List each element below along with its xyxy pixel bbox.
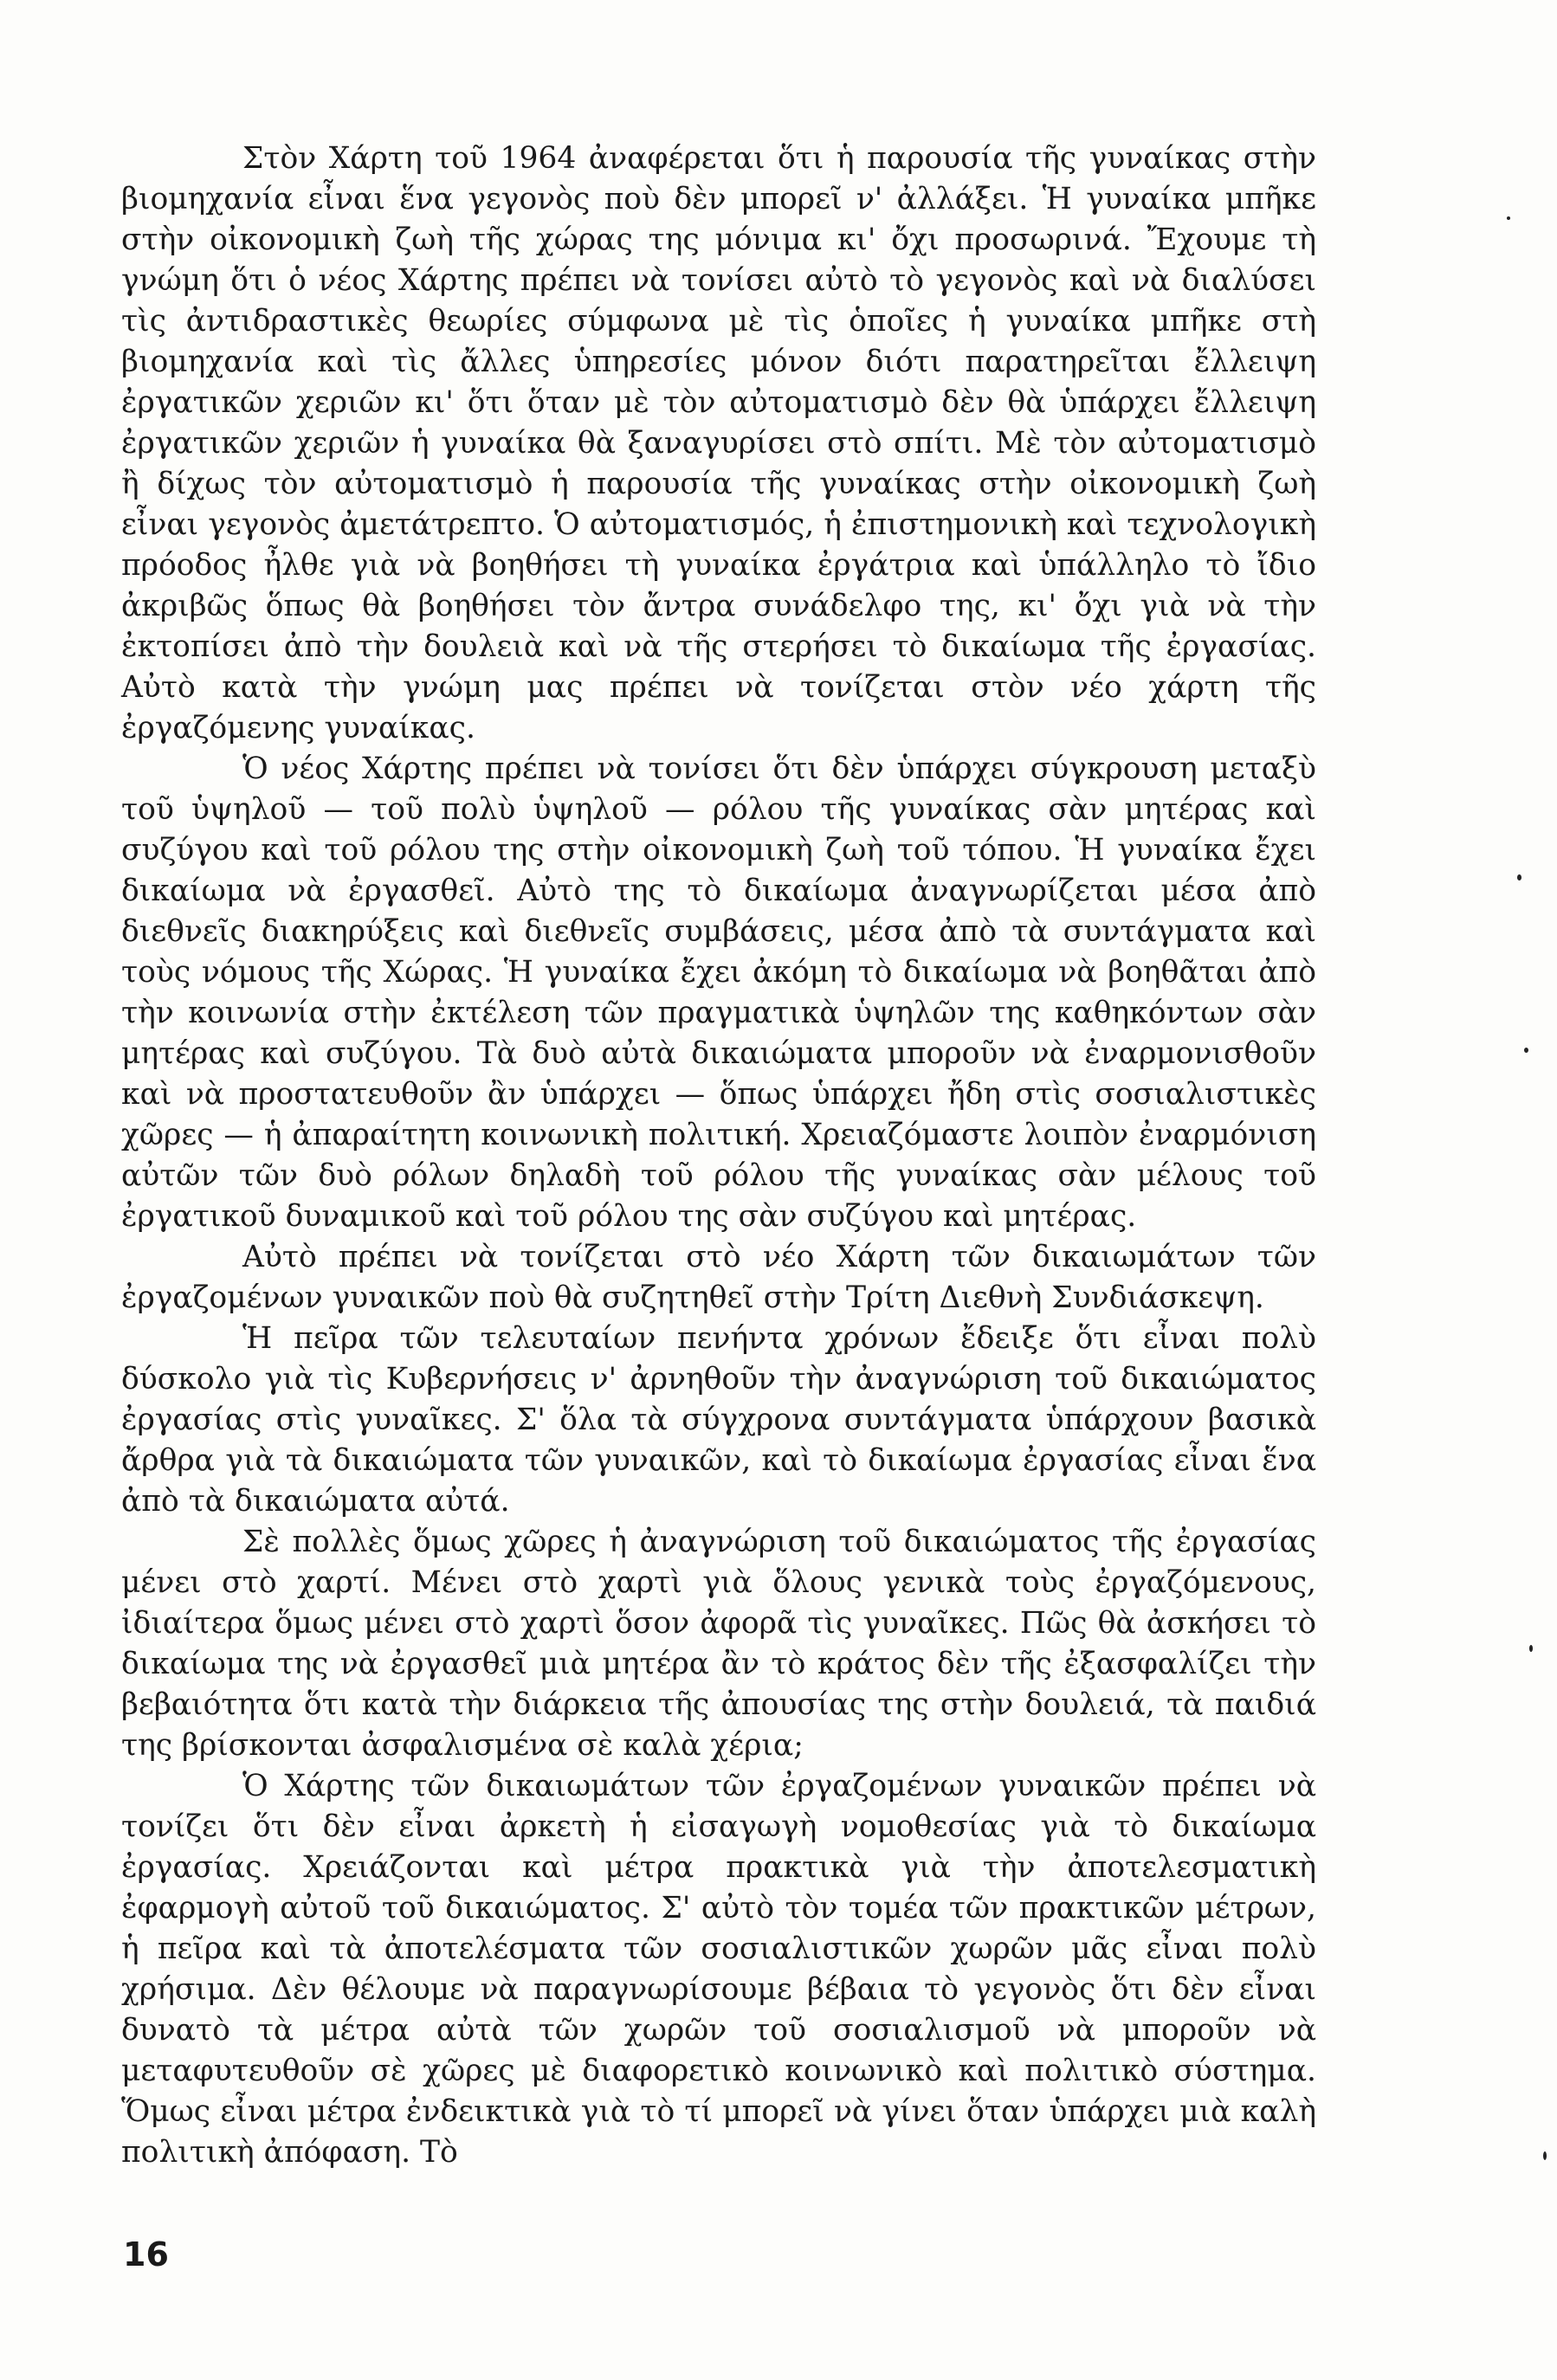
paragraph-3: Αὐτὸ πρέπει νὰ τονίζεται στὸ νέο Χάρτη τῶν δικαιωμάτων τῶν ἐργαζομένων γυναικῶν ποὺ θὰ συζητηθεῖ στὴν Τρίτη Διεθνὴ Συνδιάσκεψη.	[121, 1240, 1316, 1315]
scan-speck	[1524, 1048, 1528, 1053]
scan-speck	[1543, 2151, 1547, 2160]
paragraph-2: Ὁ νέος Χάρτης πρέπει νὰ τονίσει ὅτι δὲν ὑπάρχει σύγκρουση μεταξὺ τοῦ ὑψηλοῦ — τοῦ πολὺ ὑψηλοῦ — ρόλου τῆς γυναίκας σὰν μητέρας καὶ συζύγου καὶ τοῦ ρόλου της στὴν οἰκονομικὴ ζωὴ τοῦ τόπου. Ἡ γυναίκα ἔχει δικαίωμα νὰ ἐργασθεῖ. Αὐτὸ της τὸ δικαίωμα ἀναγνωρίζεται μέσα ἀπὸ διεθνεῖς διακηρύξεις καὶ διεθνεῖς συμβάσεις, μέσα ἀπὸ τὰ συντάγματα καὶ τοὺς νόμους τῆς Χώρας. Ἡ γυναίκα ἔχει ἀκόμη τὸ δικαίωμα νὰ βοηθᾶται ἀπὸ τὴν κοινωνία στὴν ἐκτέλεση τῶν πραγματικὰ ὑψηλῶν της καθηκόντων σὰν μητέρας καὶ συζύγου. Τὰ δυὸ αὐτὰ δικαιώματα μποροῦν νὰ ἐναρμονισθοῦν καὶ νὰ προστατευθοῦν ἂν ὑπάρχει — ὅπως ὑπάρχει ἤδη στὶς σοσιαλιστικὲς χῶρες — ἡ ἀπαραίτητη κοινωνικὴ πολιτική. Χρειαζόμαστε λοιπὸν ἐναρμόνιση αὐτῶν τῶν δυὸ ρόλων δηλαδὴ τοῦ ρόλου τῆς γυναίκας σὰν μέλους τοῦ ἐργατικοῦ δυναμικοῦ καὶ τοῦ ρόλου της σὰν συζύγου καὶ μητέρας.	[121, 751, 1316, 1234]
page-number: 16	[123, 2235, 169, 2274]
paragraph-5: Σὲ πολλὲς ὅμως χῶρες ἡ ἀναγνώριση τοῦ δικαιώματος τῆς ἐργασίας μένει στὸ χαρτί. Μένει στὸ χαρτὶ γιὰ ὅλους γενικὰ τοὺς ἐργαζόμενους, ἰδιαίτερα ὅμως μένει στὸ χαρτὶ ὅσον ἀφορᾶ τὶς γυναῖκες. Πῶς θὰ ἀσκήσει τὸ δικαίωμα της νὰ ἐργασθεῖ μιὰ μητέρα ἂν τὸ κράτος δὲν τῆς ἐξασφαλίζει τὴν βεβαιότητα ὅτι κατὰ τὴν διάρκεια τῆς ἀπουσίας της στὴν δουλειά, τὰ παιδιά της βρίσκονται ἀσφαλισμένα σὲ καλὰ χέρια;	[121, 1525, 1316, 1763]
body-text	[121, 139, 1316, 2173]
scan-speck	[1517, 874, 1521, 880]
paragraph-6: Ὁ Χάρτης τῶν δικαιωμάτων τῶν ἐργαζομένων γυναικῶν πρέπει νὰ τονίζει ὅτι δὲν εἶναι ἀρκετὴ ἡ εἰσαγωγὴ νομοθεσίας γιὰ τὸ δικαίωμα ἐργασίας. Χρειάζονται καὶ μέτρα πρακτικὰ γιὰ τὴν ἀποτελεσματικὴ ἐφαρμογὴ αὐτοῦ τοῦ δικαιώματος. Σ' αὐτὸ τὸν τομέα τῶν πρακτικῶν μέτρων, ἡ πεῖρα καὶ τὰ ἀποτελέσματα τῶν σοσιαλιστικῶν χωρῶν μᾶς εἶναι πολὺ χρήσιμα. Δὲν θέλουμε νὰ παραγνωρίσουμε βέβαια τὸ γεγονὸς ὅτι δὲν εἶναι δυνατὸ τὰ μέτρα αὐτὰ τῶν χωρῶν τοῦ σοσιαλισμοῦ νὰ μποροῦν νὰ μεταφυτευθοῦν σὲ χῶρες μὲ διαφορετικὸ κοινωνικὸ καὶ πολιτικὸ σύστημα. Ὅμως εἶναι μέτρα ἐνδεικτικὰ γιὰ τὸ τί μπορεῖ νὰ γίνει ὅταν ὑπάρχει μιὰ καλὴ πολιτικὴ ἀπόφαση. Τὸ	[121, 1769, 1316, 2170]
paragraph-1: Στὸν Χάρτη τοῦ 1964 ἀναφέρεται ὅτι ἡ παρουσία τῆς γυναίκας στὴν βιομηχανία εἶναι ἕνα γεγονὸς ποὺ δὲν μπορεῖ ν' ἀλλάξει. Ἡ γυναίκα μπῆκε στὴν οἰκονομικὴ ζωὴ τῆς χώρας της μόνιμα κι' ὄχι προσωρινά. Ἔχουμε τὴ γνώμη ὅτι ὁ νέος Χάρτης πρέπει νὰ τονίσει αὐτὸ τὸ γεγονὸς καὶ νὰ διαλύσει τὶς ἀντιδραστικὲς θεωρίες σύμφωνα μὲ τὶς ὁποῖες ἡ γυναίκα μπῆκε στὴ βιομηχανία καὶ τὶς ἄλλες ὑπηρεσίες μόνον διότι παρατηρεῖται ἔλλειψη ἐργατικῶν χεριῶν κι' ὅτι ὅταν μὲ τὸν αὐτοματισμὸ δὲν θὰ ὑπάρχει ἔλλειψη ἐργατικῶν χεριῶν ἡ γυναίκα θὰ ξαναγυρίσει στὸ σπίτι. Μὲ τὸν αὐτοματισμὸ ἢ δίχως τὸν αὐτοματισμὸ ἡ παρουσία τῆς γυναίκας στὴν οἰκονομικὴ ζωὴ εἶναι γεγονὸς ἀμετάτρεπτο. Ὁ αὐτοματισμός, ἡ ἐπιστημονικὴ καὶ τεχνολογικὴ πρόοδος ἦλθε γιὰ νὰ βοηθήσει τὴ γυναίκα ἐργάτρια καὶ ὑπάλληλο τὸ ἴδιο ἀκριβῶς ὅπως θὰ βοηθήσει τὸν ἄντρα συνάδελφο της, κι' ὄχι γιὰ νὰ τὴν ἐκτοπίσει ἀπὸ τὴν δουλειὰ καὶ νὰ τῆς στερήσει τὸ δικαίωμα τῆς ἐργασίας. Αὐτὸ κατὰ τὴν γνώμη μας πρέπει νὰ τονίζεται στὸν νέο χάρτη τῆς ἐργαζόμενης γυναίκας.	[121, 141, 1316, 745]
scan-speck	[1507, 216, 1510, 220]
scan-speck	[1529, 1645, 1533, 1652]
paragraph-4: Ἡ πεῖρα τῶν τελευταίων πενήντα χρόνων ἔδειξε ὅτι εἶναι πολὺ δύσκολο γιὰ τὶς Κυβερνήσεις ν' ἀρνηθοῦν τὴν ἀναγνώριση τοῦ δικαιώματος ἐργασίας στὶς γυναῖκες. Σ' ὅλα τὰ σύγχρονα συντάγματα ὑπάρχουν βασικὰ ἄρθρα γιὰ τὰ δικαιώματα τῶν γυναικῶν, καὶ τὸ δικαίωμα ἐργασίας εἶναι ἕνα ἀπὸ τὰ δικαιώματα αὐτά.	[121, 1321, 1316, 1519]
